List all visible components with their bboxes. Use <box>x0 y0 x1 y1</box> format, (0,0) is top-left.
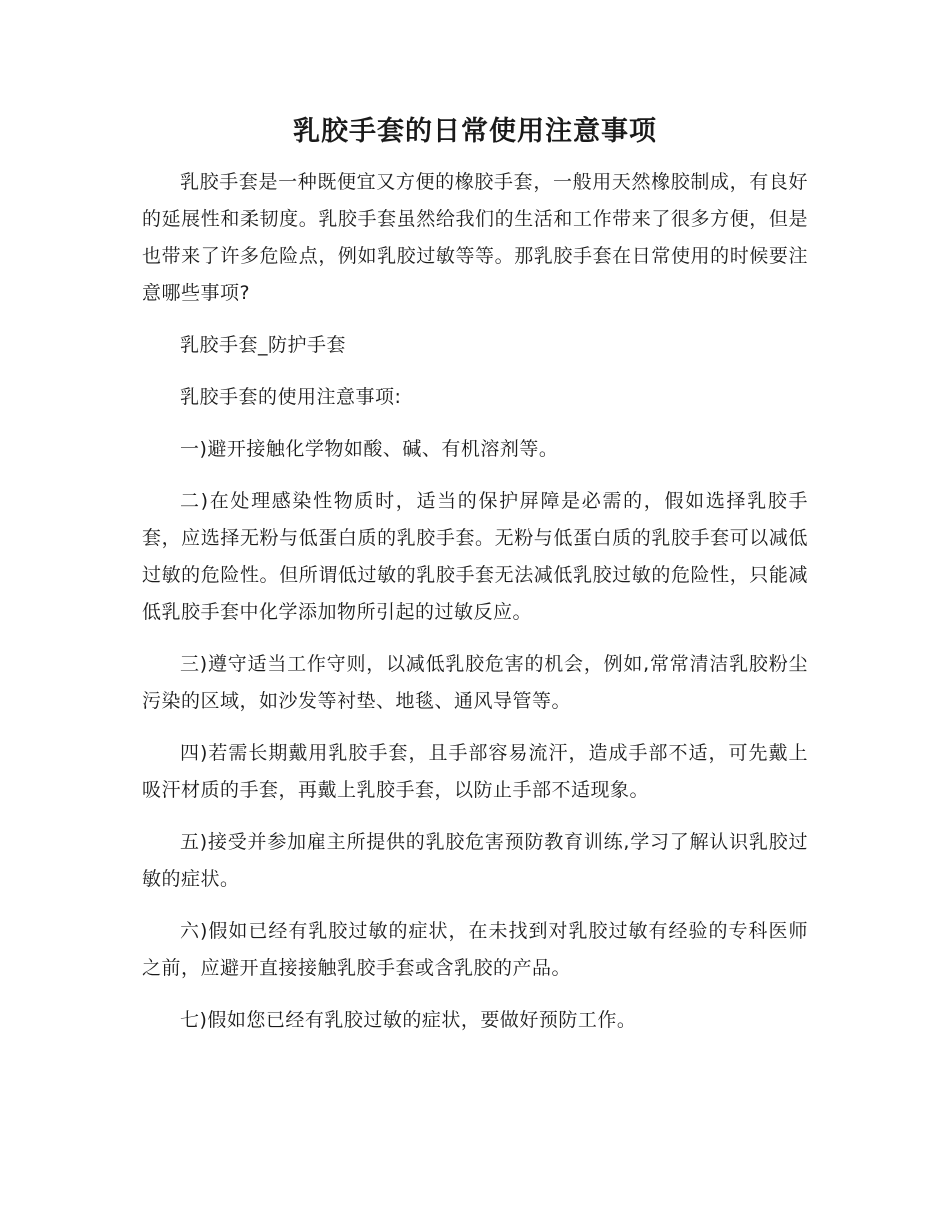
intro-paragraph: 乳胶手套是一种既便宜又方便的橡胶手套，一般用天然橡胶制成，有良好的延展性和柔韧度。乳胶手套虽然给我们的生活和工作带来了很多方便，但是也带来了许多危险点，例如乳胶过敏等等。那乳胶手套在日常使用的时候要注意哪些事项? <box>142 171 808 304</box>
list-item-7: 七)假如您已经有乳胶过敏的症状，要做好预防工作。 <box>180 1009 637 1031</box>
document-page <box>142 110 808 1054</box>
document-title: 乳胶手套的日常使用注意事项 <box>293 116 657 147</box>
list-item-4: 四)若需长期戴用乳胶手套，且手部容易流汗，造成手部不适，可先戴上吸汗材质的手套，再戴上乳胶手套，以防止手部不适现象。 <box>142 742 808 801</box>
list-item-3: 三)遵守适当工作守则，以减低乳胶危害的机会，例如,常常清洁乳胶粉尘污染的区域，如沙发等衬垫、地毯、通风导管等。 <box>142 653 808 712</box>
list-item-5: 五)接受并参加雇主所提供的乳胶危害预防教育训练,学习了解认识乳胶过敏的症状。 <box>142 831 808 890</box>
list-item-1: 一)避开接触化学物如酸、碱、有机溶剂等。 <box>180 438 559 460</box>
list-item-6: 六)假如已经有乳胶过敏的症状，在未找到对乳胶过敏有经验的专科医师之前，应避开直接接触乳胶手套或含乳胶的产品。 <box>142 920 808 979</box>
category-line: 乳胶手套_防护手套 <box>180 334 347 356</box>
section-heading: 乳胶手套的使用注意事项: <box>180 386 402 408</box>
list-item-2: 二)在处理感染性物质时，适当的保护屏障是必需的，假如选择乳胶手套，应选择无粉与低蛋白质的乳胶手套。无粉与低蛋白质的乳胶手套可以减低过敏的危险性。但所谓低过敏的乳胶手套无法减低乳胶过敏的危险性，只能减低乳胶手套中化学添加物所引起的过敏反应。 <box>142 490 808 623</box>
